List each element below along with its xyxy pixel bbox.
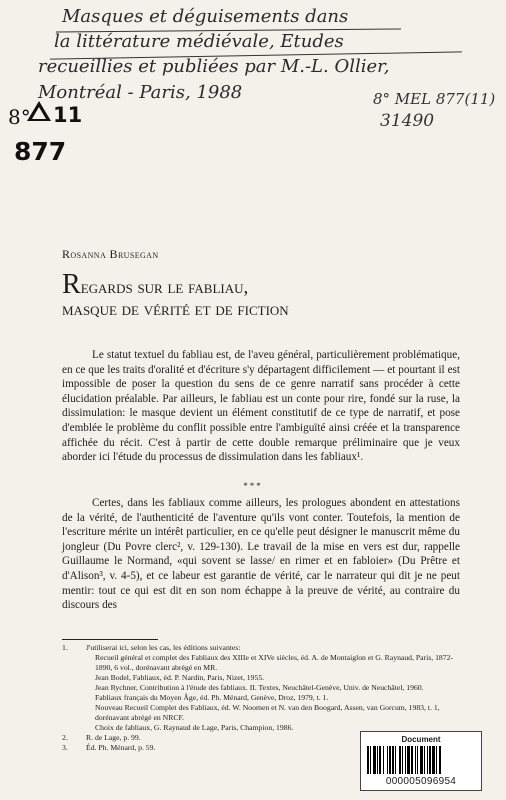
footnote-rule xyxy=(62,639,158,640)
author-name: Rosanna Brusegan xyxy=(62,247,159,261)
barcode-number: 000005096954 xyxy=(385,776,457,787)
footnote-number: 2. xyxy=(62,733,68,742)
footnote-line: Éd. Ph. Ménard, p. 59. xyxy=(86,743,156,752)
footnote-number: 3. xyxy=(62,743,68,752)
article-title xyxy=(62,269,289,321)
footnote-line: Jean Bodel, Fabliaux, éd. P. Nardin, Paris, Nizet, 1955. xyxy=(95,673,265,682)
shelfmark-volume: 11 xyxy=(53,103,83,127)
title-drop-cap: R xyxy=(62,269,81,300)
section-separator: *** xyxy=(243,481,263,491)
title-line-1-text: egards sur le fabliau, xyxy=(80,277,249,298)
handwritten-line-3: recueillies et publiées par M.-L. Ollier, xyxy=(38,56,390,77)
footnote-line: Recueil général et complet des Fabliaux des XIIIe et XIVe siècles, éd. A. de Montaiglon et G. Raynaud, Paris, 1872-1890, 6 vol., dorénavant abrégé en MR. xyxy=(95,653,454,672)
side-inventory-number: 31490 xyxy=(380,111,435,131)
footnote-line: Choix de fabliaux, G. Raynaud de Lage, Paris, Champion, 1986. xyxy=(95,723,294,732)
paragraph-2-text: Certes, dans les fabliaux comme ailleurs, les prologues abondent en attestations de la vérité, de l'authenticité de l'aventure qu'ils vont conter. Toutefois, la mention de l'escriture mérite un intérêt particulier, en ce qu'elle peut désigner le manuscrit même du jongleur (Du Povre clerc², v. 129-130). Le travail de la mise en vers est dur, rappelle Guillaume le Normand, «qui sovent se lasse/ en rimer et en fabloier» (Du Prêtre et d'Alison³, v. 4-5), et ce labeur est garantie de vérité, car le narrateur qui dit je ne peut mentir: tout ce qui est dit en son nom échappe à la preuve de vérité, au contraire du discours des xyxy=(62,497,460,612)
footnote-line: Jean Rychner, Contribution à l'étude des fabliaux. II. Textes, Neuchâtel-Genève, Univ. de Neuchâtel, 1960. xyxy=(95,683,424,692)
handwritten-line-4: Montréal - Paris, 1988 xyxy=(38,82,243,103)
paragraph-1-text: Le statut textuel du fabliau est, de l'aveu général, particulièrement problématique, en ce que les traits d'oralité et d'écriture s'y départagent difficilement — et pourtant il est impossible de poser la question du sens de ce genre narratif sans procéder à cette élucidation préalable. Par ailleurs, le fabliau est un conte pour rire, fondé sur la ruse, la dissimulation: le masque devient un élément constitutif de ce type de narratif, et pose d'emblée le problème du conflit possible entre l'ambiguïté ainsi créée et la transparence affichée du récit. C'est à partir de cette double remarque préliminaire que je veux aborder ici l'étude du processus de dissimulation dans les fabliaux¹. xyxy=(62,349,460,464)
handwritten-line-2: la littérature médiévale, Etudes xyxy=(54,31,344,52)
footnote-line: Nouveau Recueil Complet des Fabliaux, éd. W. Noomen et N. van den Boogard, Assen, van Gorcum, 1983, t. 1, dorénavant abrégé en NRCF. xyxy=(95,703,440,722)
side-call-number: 8° MEL 877(11) xyxy=(373,90,496,108)
sticker-label: Document xyxy=(401,735,441,744)
shelfmark-prefix: 8° xyxy=(8,105,31,129)
barcode-sticker xyxy=(360,731,482,791)
footnote-line: R. de Lage, p. 99. xyxy=(86,733,141,742)
footnote-number: 1. xyxy=(62,643,68,652)
body-paragraph-2 xyxy=(62,496,460,613)
barcode-bar xyxy=(441,746,442,774)
body-paragraph-1 xyxy=(62,348,460,465)
delta-triangle-icon xyxy=(27,101,51,121)
footnote-line: J'utiliserai ici, selon les cas, les éditions suivantes: xyxy=(86,643,241,652)
footnote-line: Fabliaux français du Moyen Âge, éd. Ph. Ménard, Genève, Droz, 1979, t. 1. xyxy=(95,693,329,702)
title-line-1 xyxy=(62,269,289,300)
shelfmark-number: 877 xyxy=(14,137,67,166)
title-line-2: masque de vérité et de fiction xyxy=(62,299,289,320)
footnote-item xyxy=(62,643,460,733)
barcode-graphic xyxy=(367,746,475,774)
handwritten-line-1: Masques et déguisements dans xyxy=(62,6,349,27)
